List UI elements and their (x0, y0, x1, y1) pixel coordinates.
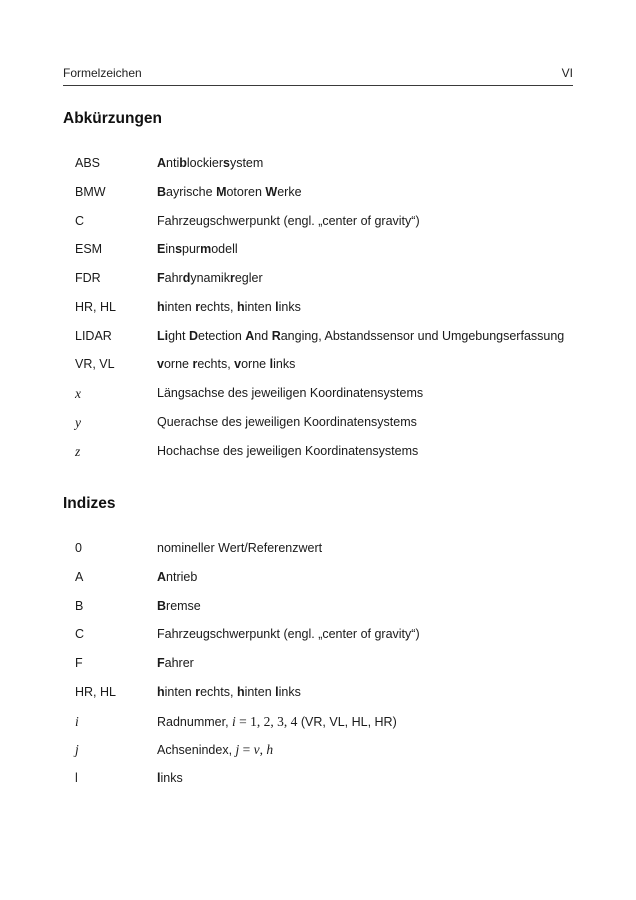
term-key: z (75, 443, 81, 459)
term-description: nomineller Wert/Referenzwert (157, 541, 323, 555)
term-description: Bremse (157, 598, 201, 613)
term-description: Hochachse des jeweiligen Koordinatensystems (157, 443, 419, 458)
definition-row (0, 214, 636, 243)
term-description: Fahrzeugschwerpunkt (engl. „center of gravity“) (157, 213, 420, 228)
definition-row (0, 271, 636, 300)
term-key: i (75, 713, 79, 729)
definition-row (0, 329, 636, 358)
term-description: Querachse des jeweiligen Koordinatensystems (157, 414, 417, 429)
term-description: Antrieb (157, 569, 198, 584)
definition-row (0, 357, 636, 386)
term-key: y (75, 414, 81, 430)
definition-row (0, 714, 636, 743)
definition-row (0, 771, 636, 800)
term-description: Light Detection And Ranging, Abstandssensor und Umgebungserfassung (157, 328, 565, 343)
header-rule (63, 85, 573, 86)
term-key: BMW (75, 184, 106, 199)
term-key: 0 (75, 541, 82, 555)
term-key: ABS (75, 156, 101, 170)
definition-row (0, 570, 636, 599)
definition-row (0, 627, 636, 656)
running-header-title: Formelzeichen (63, 66, 142, 80)
term-description: hinten rechts, hinten links (157, 299, 301, 314)
term-description: vorne rechts, vorne links (157, 357, 296, 372)
term-description: Fahrer (157, 656, 194, 670)
section-title-abbreviations: Abkürzungen (63, 110, 163, 127)
definition-row (0, 541, 636, 570)
term-description: Antiblockiersystem (157, 156, 264, 170)
term-key: HR, HL (75, 684, 116, 699)
term-key: FDR (75, 271, 101, 285)
definition-row (0, 386, 636, 415)
term-key: B (75, 598, 84, 613)
term-description: Bayrische Motoren Werke (157, 184, 302, 199)
definition-row (0, 156, 636, 185)
term-description: Achsenindex, j = v, h (157, 742, 274, 758)
term-description: Fahrzeugschwerpunkt (engl. „center of gravity“) (157, 627, 420, 642)
term-description: Längsachse des jeweiligen Koordinatensystems (157, 386, 424, 400)
term-key: HR, HL (75, 299, 116, 314)
definition-row (0, 685, 636, 714)
term-description: Fahrdynamikregler (157, 271, 263, 285)
term-key: C (75, 213, 85, 228)
definition-row (0, 185, 636, 214)
term-description: Einspurmodell (157, 242, 238, 257)
term-key: F (75, 656, 83, 670)
term-key: l (75, 771, 78, 785)
term-description: links (157, 771, 183, 785)
term-key: VR, VL (75, 357, 115, 372)
definition-row (0, 300, 636, 329)
definition-row (0, 415, 636, 444)
abbreviation-list (0, 156, 636, 472)
section-title-indices: Indizes (63, 495, 116, 512)
term-key: C (75, 627, 85, 642)
term-key: ESM (75, 242, 103, 257)
term-key: LIDAR (75, 328, 112, 343)
term-key: A (75, 569, 84, 584)
term-description: Radnummer, i = 1, 2, 3, 4 (VR, VL, HL, HR) (157, 713, 397, 729)
definition-row (0, 656, 636, 685)
term-key: j (75, 742, 79, 758)
index-list (0, 541, 636, 800)
definition-row (0, 242, 636, 271)
term-description: hinten rechts, hinten links (157, 684, 301, 699)
definition-row (0, 599, 636, 628)
term-key: x (75, 386, 81, 401)
page-number: VI (561, 66, 573, 80)
definition-row (0, 742, 636, 771)
definition-row (0, 444, 636, 473)
